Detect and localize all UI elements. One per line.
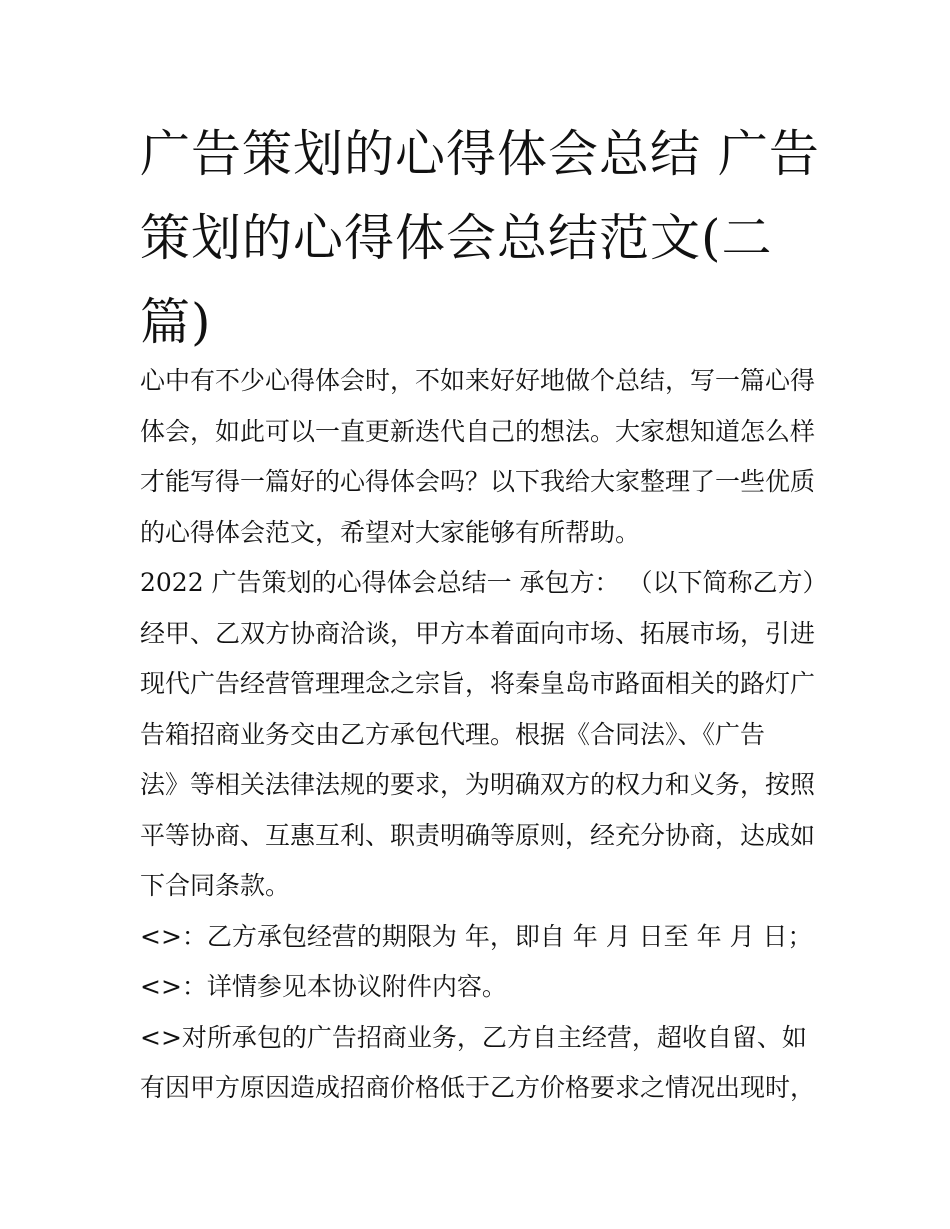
title-line: 篇) <box>140 293 212 351</box>
body-line: 下合同条款。 <box>140 871 291 900</box>
body-line: <>对所承包的广告招商业务，乙方自主经营，超收自留、如 <box>140 1022 807 1052</box>
body-line: 体会，如此可以一直更新迭代自己的想法。大家想知道怎么样 <box>140 416 816 446</box>
body-line: 有因甲方原因造成招商价格低于乙方价格要求之情况出现时， <box>140 1073 816 1102</box>
body-line: <>：乙方承包经营的期限为 年，即自 年 月 日至 年 月 日； <box>140 921 813 951</box>
body-line: 法》等相关法律法规的要求，为明确双方的权力和义务，按照 <box>140 770 816 799</box>
document-body <box>140 356 830 1114</box>
body-line: 现代广告经营管理理念之宗旨，将秦皇岛市路面相关的路灯广 <box>140 669 816 698</box>
body-line: <>：详情参见本协议附件内容。 <box>140 972 507 1001</box>
document-title <box>140 112 820 364</box>
title-line: 广告策划的心得体会总结 广告 <box>140 125 820 183</box>
body-line: 才能写得一篇好的心得体会吗？以下我给大家整理了一些优质 <box>140 467 816 496</box>
body-line: 告箱招商业务交由乙方承包代理。根据《合同法》、《广告 <box>140 719 766 749</box>
body-line: 的心得体会范文，希望对大家能够有所帮助。 <box>140 517 641 547</box>
body-line: 经甲、乙双方协商洽谈，甲方本着面向市场、拓展市场，引进 <box>140 618 816 648</box>
body-line: 2022 广告策划的心得体会总结一 承包方： （以下简称乙方） <box>140 568 828 597</box>
body-line: 平等协商、互惠互利、职责明确等原则，经充分协商，达成如 <box>140 820 816 850</box>
body-line: 心中有不少心得体会时，不如来好好地做个总结，写一篇心得 <box>140 366 816 395</box>
title-line: 策划的心得体会总结范文(二 <box>140 209 773 267</box>
